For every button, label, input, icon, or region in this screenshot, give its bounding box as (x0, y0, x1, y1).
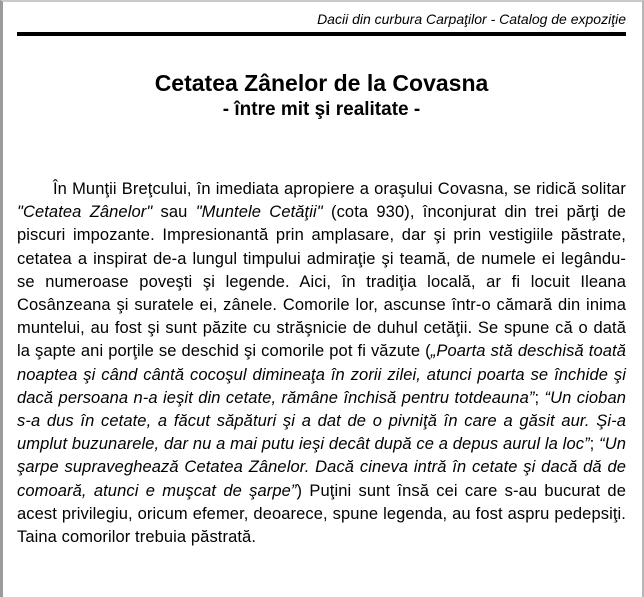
body-paragraph (17, 178, 626, 549)
body-text-segment: "Muntele Cetăţii" (195, 203, 323, 222)
body-text-segment: ) Puţini sunt însă cei care s-au bucurat de acest privilegiu, oricum efemer, deoarece, spune legenda, au fost aspru pedepsiţi. Taina comorilor trebuia păstrată. (17, 481, 626, 547)
body-text-segment: ; (534, 388, 545, 407)
page-subtitle: - între mit şi realitate - (222, 99, 421, 120)
page-header-running-title: Dacii din curbura Carpaţilor - Catalog de expoziţie (317, 11, 626, 27)
body-text-segment: sau (152, 203, 196, 222)
body-text-segment: ; (589, 435, 600, 454)
body-text-segment: (cota 930), înconjurat din trei părţi de piscuri impozante. Impresionantă prin amplasare, dar şi prin vestigiile păstrate, cetatea a inspirat de-a lungul timpului admiraţie şi teamă, de numele ei legându-se numeroase poveşti şi legende. Aici, în tradiţia locală, ar fi locuit Ileana Cosânzeana şi suratele ei, zânele. Comorile lor, ascunse într-o cămară din inima muntelui, au fost şi sunt păzite cu străşnicie de duhul cetăţii. Se spune că o dată la şapte ani porţile se deschid şi comorile pot fi văzute ( (17, 203, 626, 361)
page-title: Cetatea Zânelor de la Covasna (154, 70, 489, 96)
body-text-segment: “Un cioban s-a dus în cetate, a făcut săpături şi a dat de o pivniţă în care a găsit aur. Şi-a umplut buzunarele, dar nu a mai putu ieşi decât după ce a depus aurul la loc” (17, 388, 626, 454)
body-text-segment: “Un şarpe supraveghează Cetatea Zânelor. Dacă cineva intră în cetate şi dacă dă de comoară, atunci e muşcat de şarpe” (17, 435, 626, 500)
body-text-segment: „Poarta stă deschisă toată noaptea şi când cântă cocoşul dimineaţa în zorii zilei, atunci poarta se închide şi dacă persoana n-a ieşit din cetate, rămâne închisă pentru totdeauna” (17, 342, 626, 407)
body-text-segment: "Cetatea Zânelor" (17, 203, 153, 222)
body-text-segment: În Munţii Breţcului, în imediata apropiere a oraşului Covasna, se ridică solitar (53, 180, 626, 198)
header-rule (17, 32, 626, 36)
